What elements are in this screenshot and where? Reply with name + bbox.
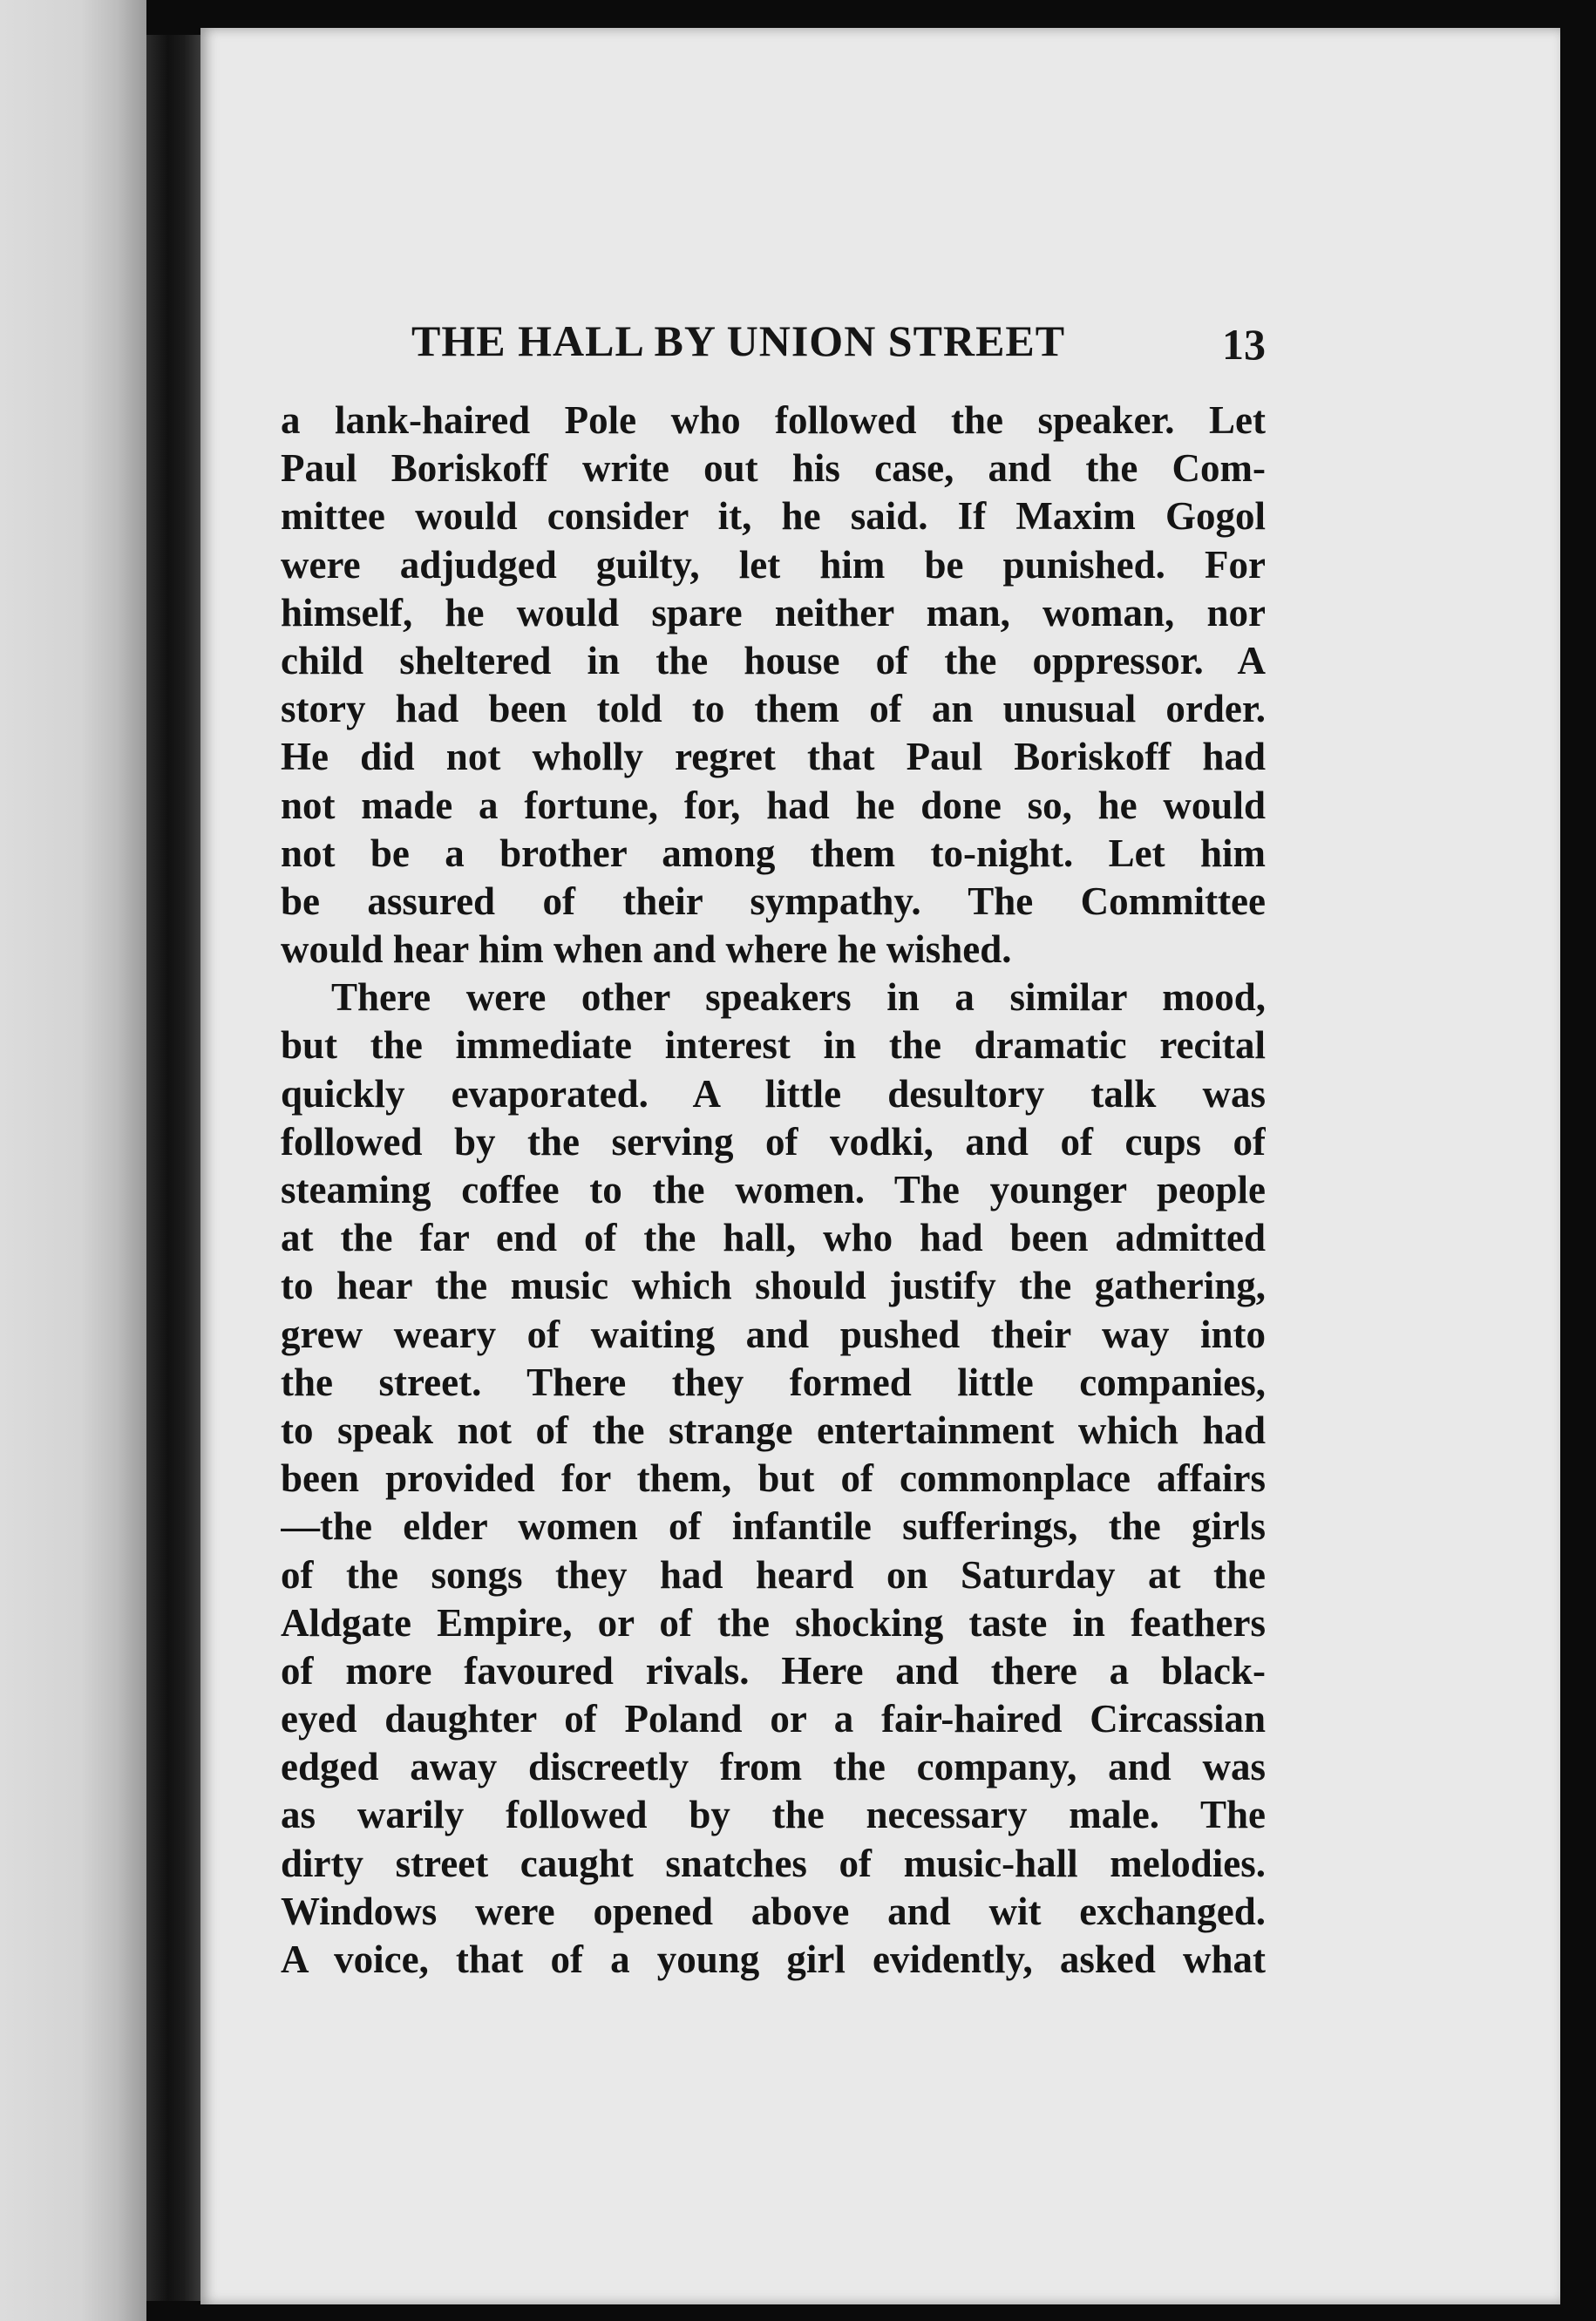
text-line: to hear the music which should justify the gathering, (281, 1264, 1266, 1308)
text-line: —the elder women of infantile sufferings, the girls (281, 1504, 1266, 1549)
running-title: THE HALL BY UNION STREET (411, 316, 1066, 365)
text-line: a lank-haired Pole who followed the speaker. Let (281, 398, 1266, 442)
text-line: A voice, that of a young girl evidently, asked what (281, 1938, 1266, 1981)
text-line: himself, he would spare neither man, woman, nor (281, 590, 1266, 635)
page-header (394, 307, 1266, 377)
text-line: but the immediate interest in the dramatic recital (281, 1023, 1266, 1068)
text-line: be assured of their sympathy. The Committee (281, 879, 1266, 923)
book-spine (146, 35, 200, 2301)
text-line: eyed daughter of Poland or a fair-haired Circassian (281, 1697, 1266, 1741)
text-line: Windows were opened above and wit exchanged. (281, 1889, 1266, 1933)
text-line: quickly evaporated. A little desultory talk was (281, 1071, 1266, 1116)
text-line: child sheltered in the house of the oppressor. A (281, 638, 1266, 682)
text-line: were adjudged guilty, let him be punished. For (281, 542, 1266, 587)
text-line: story had been told to them of an unusual order. (281, 687, 1266, 731)
text-line: edged away discreetly from the company, and was (281, 1745, 1266, 1789)
text-line: Paul Boriskoff write out his case, and the Com- (281, 446, 1266, 491)
text-line: of the songs they had heard on Saturday at the (281, 1552, 1266, 1597)
text-line: at the far end of the hall, who had been admitted (281, 1216, 1266, 1260)
text-line: not be a brother among them to-night. Let him (281, 831, 1266, 875)
text-line: He did not wholly regret that Paul Boriskoff had (281, 735, 1266, 779)
text-line: Aldgate Empire, or of the shocking taste in feathers (281, 1600, 1266, 1645)
page-number: 13 (1222, 320, 1266, 369)
text-line: to speak not of the strange entertainment which had (281, 1408, 1266, 1452)
text-line: would hear him when and where he wished. (281, 927, 1012, 972)
page-body (281, 397, 1266, 1984)
text-line: dirty street caught snatches of music-hall melodies. (281, 1841, 1266, 1885)
text-line: of more favoured rivals. Here and there a black- (281, 1648, 1266, 1693)
text-line: the street. There they formed little companies, (281, 1360, 1266, 1404)
text-line: been provided for them, but of commonplace affairs (281, 1456, 1266, 1501)
text-line: There were other speakers in a similar mood, (331, 975, 1266, 1020)
text-line: mittee would consider it, he said. If Maxim Gogol (281, 494, 1266, 539)
text-line: steaming coffee to the women. The younger people (281, 1168, 1266, 1211)
facing-page-edge (0, 0, 146, 2321)
text-line: followed by the serving of vodki, and of cups of (281, 1119, 1266, 1164)
text-line: not made a fortune, for, had he done so, he would (281, 783, 1266, 827)
text-line: as warily followed by the necessary male. The (281, 1793, 1266, 1837)
text-line: grew weary of waiting and pushed their way into (281, 1312, 1266, 1356)
